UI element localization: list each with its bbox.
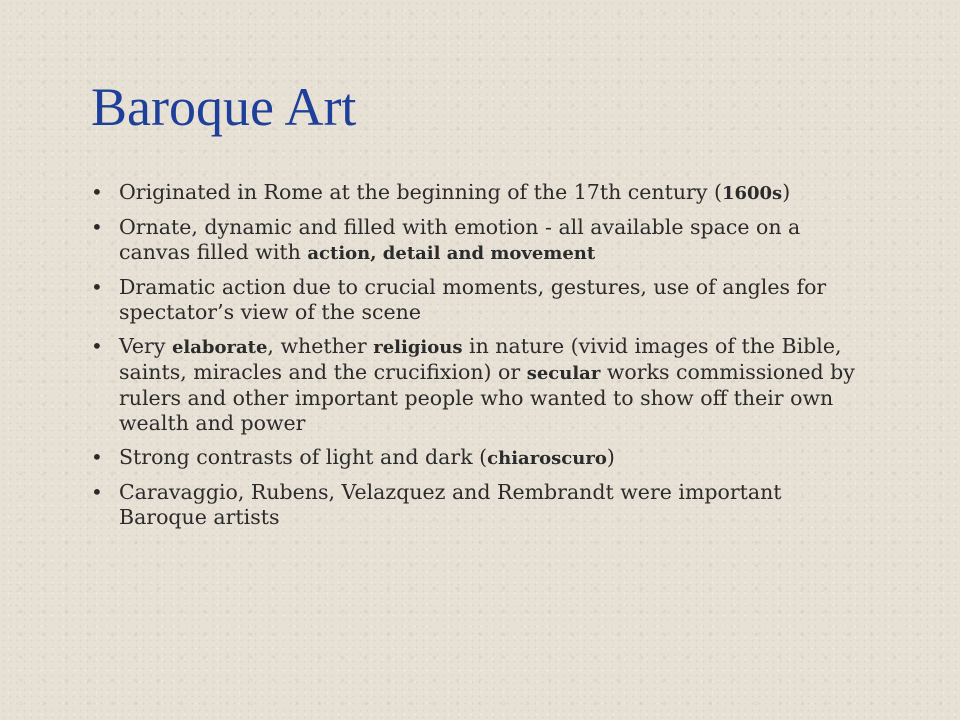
bullet-text-emphasis: religious [373, 337, 463, 358]
bullet-text: Dramatic action due to crucial moments, gestures, use of angles for spectator’s view of the scene [119, 275, 827, 324]
bullet-text: Caravaggio, Rubens, Velazquez and Rembrandt were important Baroque artists [119, 480, 782, 529]
bullet-item [83, 180, 863, 206]
bullet-text: , whether [267, 334, 374, 358]
bullet-text: works commissioned by rulers and other important people who wanted to show off their own wealth and power [119, 360, 855, 435]
bullet-text: Strong contrasts of light and dark ( [119, 445, 488, 469]
bullet-text-emphasis: secular [526, 363, 601, 384]
bullet-dot-icon: • [91, 180, 103, 204]
bullet-item [83, 480, 863, 530]
bullet-item [83, 334, 863, 436]
bullet-text-emphasis: 1600s [721, 183, 783, 204]
bullet-text: ) [782, 180, 791, 204]
bullet-dot-icon: • [91, 275, 103, 299]
bullet-text: ) [606, 445, 615, 469]
bullet-item [83, 445, 863, 471]
bullet-dot-icon: • [91, 334, 103, 358]
bullet-dot-icon: • [91, 215, 103, 239]
bullet-text: Originated in Rome at the beginning of the 17th century ( [119, 180, 722, 204]
bullet-text: Ornate, dynamic and filled with emotion - all available space on a canvas filled with [119, 215, 801, 264]
bullet-text-emphasis: elaborate [171, 337, 268, 358]
bullet-item [83, 275, 863, 325]
bullet-text-emphasis: action, detail and movement [307, 243, 596, 264]
bullet-text-emphasis: chiaroscuro [487, 448, 607, 469]
bullet-list [83, 180, 863, 539]
bullet-text: in nature (vivid images of the Bible, saints, miracles and the crucifixion) or [119, 334, 842, 384]
bullet-text: Very [119, 334, 172, 358]
bullet-dot-icon: • [91, 445, 103, 469]
slide-title: Baroque Art [91, 77, 357, 137]
bullet-dot-icon: • [91, 480, 103, 504]
bullet-item [83, 215, 863, 266]
